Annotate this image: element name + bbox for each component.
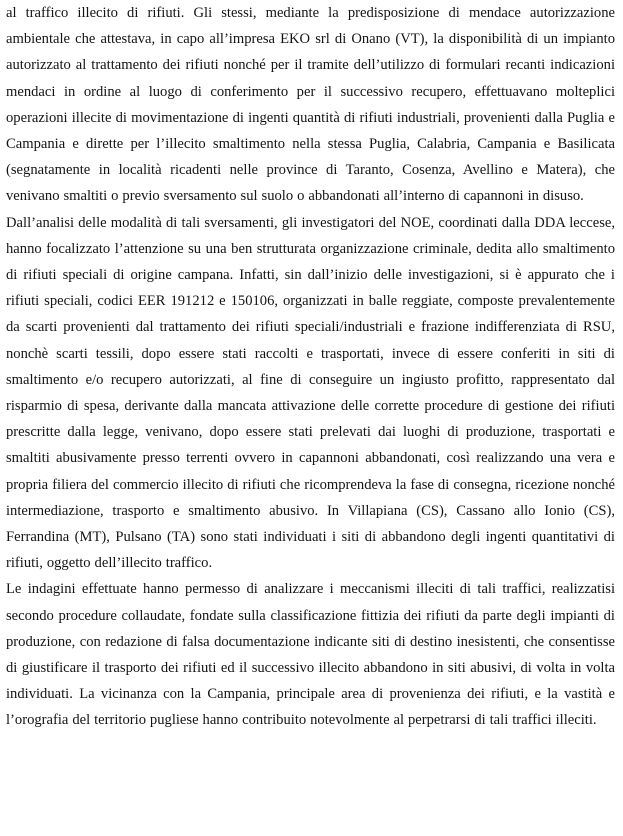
paragraph-investigation-findings: Le indagini effettuate hanno permesso di analizzare i meccanismi illeciti di tali traffici, realizzatisi secondo procedure collaudate, fondate sulla classificazione fittizia dei rifiuti da parte degli impianti di produzione, con redazione di falsa documentazione indicante siti di destino inesistenti, che consentisse di giustificare il trasporto dei rifiuti ed il successivo illecito abbandono in siti abusivi, di volta in volta individuati. La vicinanza con la Campania, principale area di provenienza dei rifiuti, e la vastità e l’orografia del territorio pugliese hanno contribuito notevolmente al perpetrarsi di tali traffici illeciti. <box>6 581 615 729</box>
document-page <box>6 0 615 836</box>
paragraph-noe-investigation: Dall’analisi delle modalità di tali sversamenti, gli investigatori del NOE, coordinati dalla DDA leccese, hanno focalizzato l’attenzione su una ben strutturata organizzazione criminale, dedita allo smaltimento di rifiuti speciali di origine campana. Infatti, sin dall’inizio delle investigazioni, si è appurato che i rifiuti speciali, codici EER 191212 e 150106, organizzati in balle reggiate, composte prevalentemente da scarti provenienti dal trattamento dei rifiuti speciali/industriali e frazione indifferenziata di RSU, nonchè scarti tessili, dopo essere stati raccolti e trasportati, invece di essere conferiti in siti di smaltimento e/o recupero autorizzati, al fine di conseguire un ingiusto profitto, rappresentato dal risparmio di spesa, derivante dalla mancata attivazione delle corrette procedure di gestione dei rifiuti prescritte dalla legge, venivano, dopo essere stati prelevati dai luoghi di produzione, trasportati e smaltiti abusivamente presso terrenti ovvero in capannoni abbandonati, così realizzando una vera e propria filiera del commercio illecito di rifiuti che ricomprendeva la fase di consegna, ricezione nonché intermediazione, trasporto e smaltimento abusivo. In Villapiana (CS), Cassano allo Ionio (CS), Ferrandina (MT), Pulsano (TA) sono stati individuati i siti di abbandono degli ingenti quantitativi di rifiuti, oggetto dell’illecito traffico. <box>6 214 615 572</box>
paragraph-waste-trafficking-intro: al traffico illecito di rifiuti. Gli stessi, mediante la predisposizione di mendace autorizzazione ambientale che attestava, in capo all’impresa EKO srl di Onano (VT), la disponibilità di un impianto autorizzato al trattamento dei rifiuti nonché per il tramite dell’utilizzo di formulari recanti indicazioni mendaci in ordine al luogo di conferimento per il successivo recupero, effettuavano molteplici operazioni illecite di movimentazione di ingenti quantità di rifiuti industriali, provenienti dalla Puglia e Campania e dirette per l’illecito smaltimento nella stessa Puglia, Calabria, Campania e Basilicata (segnatamente in località ricadenti nelle province di Taranto, Cosenza, Avellino e Matera), che venivano smaltiti o previo sversamento sul suolo o abbandonati all’interno di capannoni in disuso. <box>6 5 615 205</box>
